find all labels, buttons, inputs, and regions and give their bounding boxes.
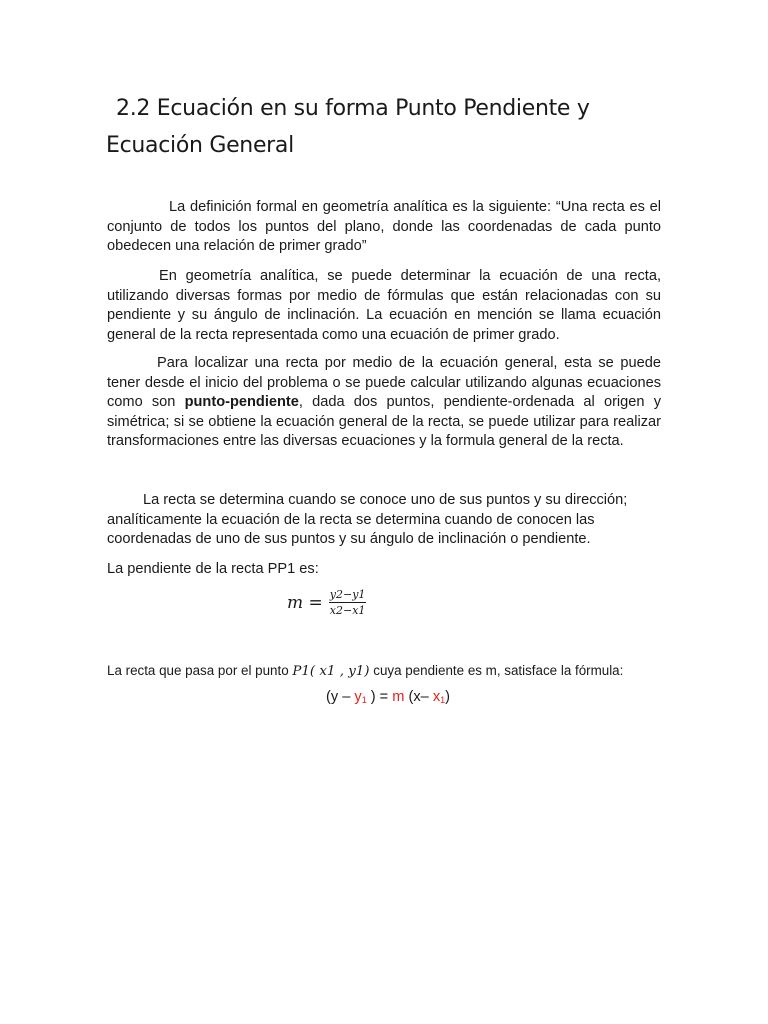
paragraph-point-slope-start: La recta que pasa por el punto	[107, 663, 293, 678]
slope-formula	[287, 588, 366, 617]
formula-x1	[433, 689, 445, 705]
paragraph-slope-intro: La pendiente de la recta PP1 es:	[107, 561, 319, 577]
formula-open: (y –	[326, 689, 355, 705]
bold-term-punto-pendiente: punto-pendiente	[184, 394, 299, 410]
formula-close: )	[445, 689, 450, 705]
point-slope-formula	[326, 689, 450, 705]
point-p1: P1( x1 , y1)	[292, 664, 370, 679]
slope-fraction	[329, 588, 367, 617]
formula-mid: ) =	[366, 689, 393, 705]
paragraph-point-slope-end: cuya pendiente es m, satisface la fórmula:	[369, 663, 624, 678]
section-title-text: 2.2 Ecuación en su forma Punto Pendiente y Ecuación General	[106, 96, 590, 158]
paragraph-point-slope-intro	[107, 661, 707, 682]
formula-y1	[354, 689, 366, 705]
slope-numerator: y2−y1	[329, 588, 366, 601]
paragraph-general-equation	[107, 354, 661, 452]
paragraph-analytic-geometry: En geometría analítica, se puede determinar la ecuación de una recta, utilizando diversas formas por medio de fórmulas que están relacionadas con su pendiente y su ángulo de inclinación. La ecuación en mención se llama ecuación general de la recta representada como una ecuación de primer grado.	[107, 268, 661, 343]
formula-x-subscript: 1	[440, 695, 446, 705]
formula-y: y	[354, 689, 362, 705]
paragraph-general-equation-end: , dada dos puntos, pendiente-ordenada al origen y simétrica; si se obtiene la ecuación general de la recta, se puede utilizar para realizar transformaciones entre las diversas ecuaciones y la formula general de la recta.	[107, 394, 662, 449]
paragraph-line-determination: La recta se determina cuando se conoce uno de sus puntos y su dirección; analíticamente la ecuación de la recta se determina cuando de conocen las coordenadas de uno de sus puntos y su ángulo de inclinación o pendiente.	[107, 492, 628, 547]
formula-x: x	[432, 689, 441, 705]
section-title	[106, 90, 686, 164]
formula-m: m	[392, 689, 405, 705]
paragraph-general-equation-start: Para localizar una recta por medio de la ecuación general, esta se puede tener desde el inicio del problema o se puede calcular utilizando algunas ecuaciones como son	[107, 355, 661, 410]
slope-formula-lhs: m =	[287, 592, 323, 613]
formula-paren: (x–	[404, 689, 433, 705]
formula-y-subscript: 1	[361, 695, 367, 705]
slope-denominator: x2−x1	[329, 604, 366, 617]
paragraph-definition: La definición formal en geometría analítica es la siguiente: “Una recta es el conjunto de todos los puntos del plano, donde las coordenadas de cada punto obedecen una relación de primer grado”	[107, 199, 661, 254]
fraction-bar	[329, 602, 367, 603]
